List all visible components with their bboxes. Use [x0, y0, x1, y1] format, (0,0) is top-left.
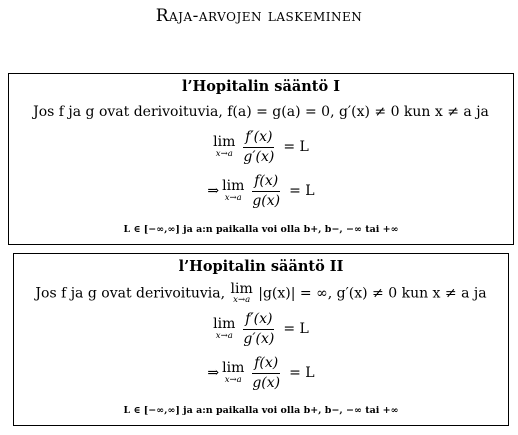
inline-lim-subscript: x→a: [233, 295, 251, 305]
limit-derivative-ratio: [9, 130, 513, 164]
limit-operator: [222, 179, 244, 203]
lim-word: lim: [222, 360, 245, 377]
lim-subscript: x→a: [224, 375, 242, 386]
statement-end: |g(x)| = ∞, g′(x) ≠ 0 kun x ≠ a ja: [258, 285, 487, 302]
limit-operator: [213, 135, 235, 159]
fraction-numerator: f′(x): [243, 130, 274, 148]
limit-function-ratio: [14, 356, 508, 390]
equals-L: = L: [289, 365, 315, 382]
limit-operator: [222, 361, 244, 385]
implies-symbol: ⇒: [207, 183, 220, 200]
rule-note: L ∈ [−∞,∞] ja a:n paikalla voi olla b+, b−, −∞ tai +∞: [123, 224, 399, 235]
page-title: Raja-arvojen laskeminen: [155, 6, 363, 26]
rule-statement: [14, 282, 508, 305]
lim-word: lim: [213, 316, 236, 333]
limit-function-ratio: [9, 174, 513, 208]
fraction-numerator: f′(x): [243, 312, 274, 330]
equals-L: = L: [283, 139, 309, 156]
rule-title: l’Hopitalin sääntö II: [178, 258, 344, 275]
statement-start: Jos f ja g ovat derivoituvia,: [35, 285, 226, 302]
function-fraction: [250, 356, 282, 390]
rule-statement: Jos f ja g ovat derivoituvia, f(a) = g(a) = 0, g′(x) ≠ 0 kun x ≠ a ja: [33, 104, 489, 120]
rule-box-2: [13, 253, 509, 426]
rule-box-1: [8, 73, 514, 245]
rule-title: l’Hopitalin sääntö I: [182, 78, 340, 95]
rule-note: L ∈ [−∞,∞] ja a:n paikalla voi olla b+, b−, −∞ tai +∞: [123, 405, 399, 416]
fraction-numerator: f(x): [252, 356, 280, 374]
function-fraction: [250, 174, 282, 208]
lim-subscript: x→a: [224, 193, 242, 204]
limit-derivative-ratio: [14, 312, 508, 346]
implies-symbol: ⇒: [207, 365, 220, 382]
derivative-fraction: [241, 130, 276, 164]
limit-operator: [213, 317, 235, 341]
equals-L: = L: [283, 321, 309, 338]
fraction-denominator: g′(x): [243, 148, 275, 165]
fraction-denominator: g′(x): [243, 330, 275, 347]
equals-L: = L: [289, 183, 315, 200]
lim-subscript: x→a: [215, 149, 233, 160]
fraction-denominator: g(x): [252, 374, 281, 391]
inline-limit: [231, 282, 253, 305]
fraction-denominator: g(x): [252, 192, 281, 209]
lim-subscript: x→a: [215, 331, 233, 342]
derivative-fraction: [241, 312, 276, 346]
fraction-numerator: f(x): [252, 174, 280, 192]
inline-lim-word: lim: [230, 281, 253, 297]
lim-word: lim: [222, 178, 245, 195]
lim-word: lim: [213, 134, 236, 151]
